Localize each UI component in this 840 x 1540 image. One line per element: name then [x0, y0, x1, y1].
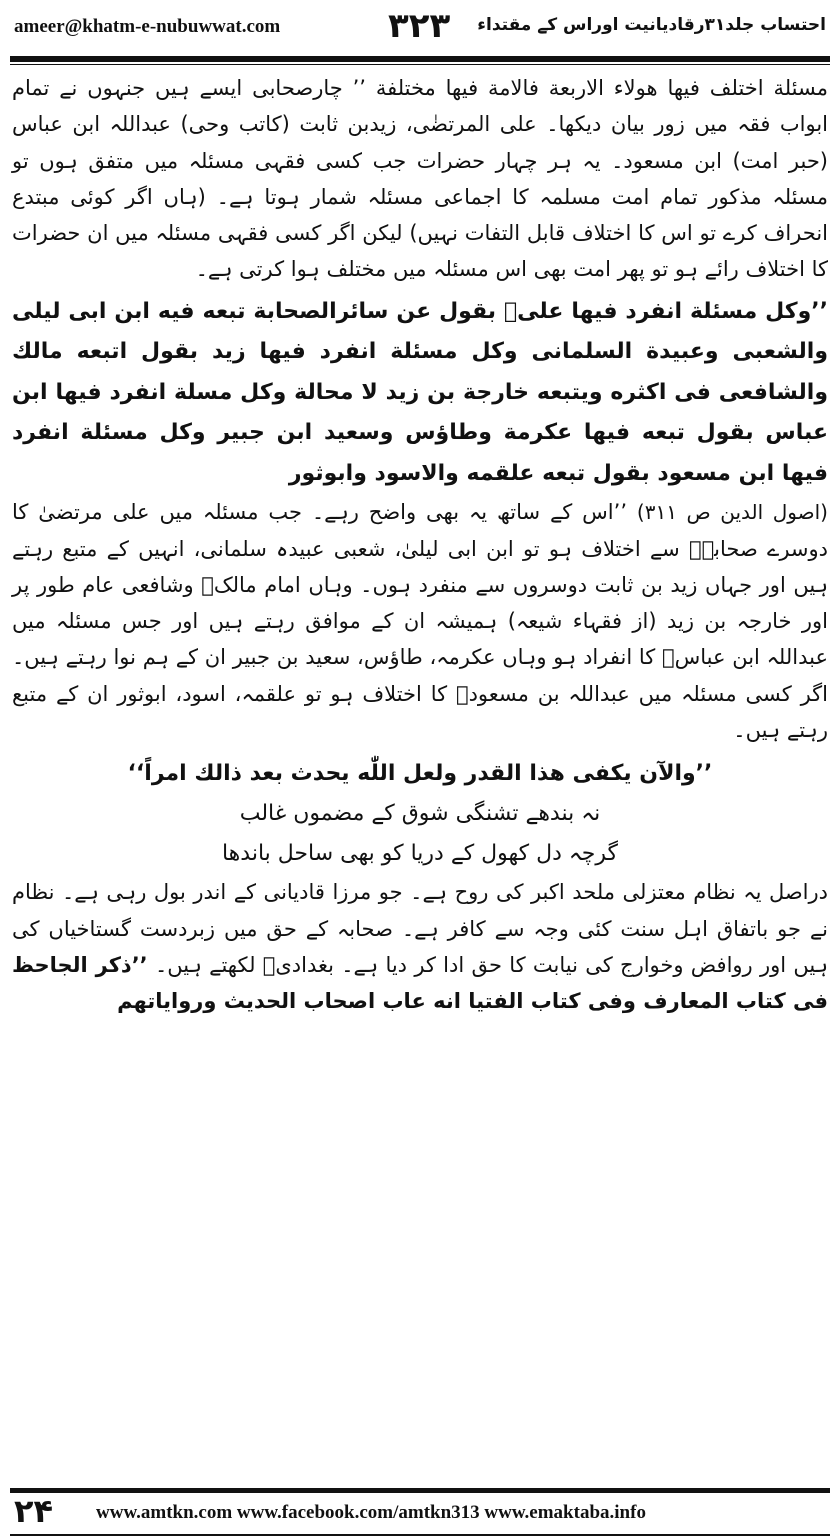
paragraph-4-arabic: ’’ذکر الجاحظ فی کتاب المعارف وفی کتاب الفتیا انه عاب اصحاب الحدیث وروایاتھم — [12, 952, 828, 1014]
arabic-quote: ’’وکل مسئلة انفرد فیھا علیؓ بقول عن سائرالصحابة تبعه فیه ابن ابی لیلی والشعبی وعبیدة السلمانی وکل مسئلة انفرد فیھا زید بقول اتبعه مالك والشافعی فی اکثره ویتبعه خارجة بن زید لا محالة وکل مسلة انفرد فیھا ابن عباس بقول تبعه فیھا عکرمة وطاؤس وسعید ابن جبیر وکل مسئلة انفرد فیھا ابن مسعود بقول تبعه علقمه والاسود وابوثور — [12, 298, 828, 486]
paragraph-3 — [12, 494, 828, 748]
poetry-line-1: نہ بندھے تشنگی شوق کے مضموں غالب — [239, 801, 601, 827]
poetry-line-2: گرچہ دل کھول کے دریا کو بھی ساحل باندھا — [221, 841, 619, 867]
footer-rule-bottom — [10, 1534, 830, 1536]
paragraph-3-text: ’’اس کے ساتھ یہ بھی واضح رہے۔ جب مسئلہ میں علی مرتضیٰ کا دوسرے صحابہؓ سے اختلاف ہو تو ابن ابی لیلیٰ، شعبی عبیدہ سلمانی، انہیں کے متبع رہتے ہیں اور جہاں زید بن ثابت دوسروں سے منفرد ہوں۔ وہاں امام مالکؒ وشافعی عام طور پر اور خارجہ بن زید (از فقہاء شیعہ) ہمیشہ ان کے موافق رہتے ہیں اور جس مسئلہ میں عبداللہ ابن عباسؓ کا انفراد ہو وہاں عکرمہ، طاؤس، سعید بن جبیر ان کے ہم نوا رہتے ہیں۔ اگر کسی مسئلہ میں عبداللہ بن مسعودؓ کا اختلاف ہو تو علقمہ، اسود، ابوثور ان کے متبع رہتے ہیں۔ — [12, 500, 828, 743]
header-rule-thin — [10, 64, 830, 65]
page-header — [0, 0, 840, 54]
page-footer — [0, 1488, 840, 1540]
paragraph-4 — [12, 874, 828, 1019]
footer-page-number: ۲۴ — [14, 1492, 54, 1530]
footer-rule — [10, 1488, 830, 1493]
paragraph-1: مسئلة اختلف فیھا ھولاء الاربعة فالامة فیھا مختلفة ’’ چارصحابی ایسے ہیں جنہوں نے تمام ابواب فقہ میں زور بیان دیکھا۔ علی المرتضٰی، زیدبن ثابت (کاتب وحی) عبداللہ ابن عباس (حبر امت) ابن مسعود۔ یہ ہر چہار حضرات جب کسی فقہی مسئلہ میں متفق ہوں تو مسئلہ مذکور تمام امت مسلمہ کا اجماعی مسئلہ شمار ہوتا ہے۔ (ہاں اگر کوئی مبتدع انحراف کرے تو اس کا اختلاف قابل التفات نہیں) لیکن اگر کسی فقہی مسئلہ میں ان حضرات کا اختلاف رائے ہو تو پھر امت بھی اس مسئلہ میں مختلف ہوا کرتی ہے۔ — [12, 76, 828, 282]
paragraph-4-text: دراصل یہ نظام معتزلی ملحد اکبر کی روح ہے۔ جو مرزا قادیانی کے اندر بول رہی ہے۔ نظام نے جو باتفاق اہل سنت کئی وجہ سے کافر ہے۔ صحابہ کے حق میں زبردست گستاخیاں کی ہیں اور روافض وخوارج کی نیابت کا حق ادا کر دیا ہے۔ بغدادیؒ لکھتے ہیں۔ — [12, 880, 828, 977]
header-book-title: احتساب جلد۳۱رقادیانیت اوراس کے مقتداء — [477, 15, 826, 35]
footer-links: www.amtkn.com www.facebook.com/amtkn313 www.emaktaba.info — [96, 1502, 646, 1523]
page-body — [12, 70, 828, 1020]
header-rule — [10, 56, 830, 62]
header-email: ameer@khatm-e-nubuwwat.com — [14, 16, 281, 37]
arabic-verse: ’’والآن یکفی ھذا القدر ولعل اللّٰه یحدث بعد ذالك امراً‘‘ — [127, 761, 713, 787]
header-page-number: ۳۲۳ — [388, 6, 451, 46]
citation: (اصول الدین ص ۳۱۱) — [636, 500, 828, 525]
